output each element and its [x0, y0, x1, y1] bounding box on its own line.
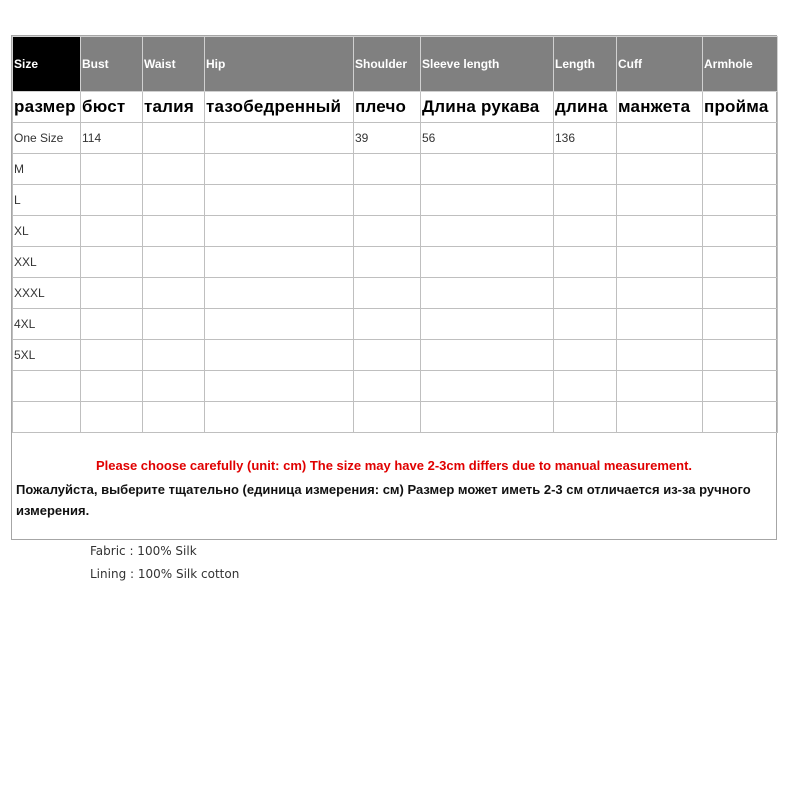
table-cell — [421, 340, 554, 371]
table-cell — [421, 154, 554, 185]
table-cell — [703, 216, 778, 247]
header-cell: Armhole — [703, 37, 778, 92]
header-ru-cell: тазобедренный — [205, 92, 354, 123]
table-cell — [617, 247, 703, 278]
header-ru-cell: манжета — [617, 92, 703, 123]
table-cell — [81, 402, 143, 433]
table-cell — [143, 247, 205, 278]
table-cell — [354, 371, 421, 402]
material-info — [90, 540, 239, 586]
table-cell — [554, 247, 617, 278]
header-cell: Cuff — [617, 37, 703, 92]
table-cell — [617, 402, 703, 433]
table-cell — [354, 340, 421, 371]
table-cell — [81, 371, 143, 402]
table-cell — [143, 371, 205, 402]
table-cell — [554, 340, 617, 371]
measurement-note — [12, 448, 776, 521]
table-cell — [703, 371, 778, 402]
table-cell — [617, 340, 703, 371]
table-cell — [554, 278, 617, 309]
table-cell — [205, 402, 354, 433]
table-cell — [554, 216, 617, 247]
table-cell — [703, 278, 778, 309]
note-ru: Пожалуйста, выберите тщательно (единица измерения: см) Размер может иметь 2-3 см отличается из-за ручного измерения. — [16, 482, 751, 518]
table-cell — [421, 216, 554, 247]
header-cell: Shoulder — [354, 37, 421, 92]
table-cell — [421, 278, 554, 309]
size-chart — [11, 35, 777, 540]
table-cell — [205, 154, 354, 185]
table-cell — [13, 371, 81, 402]
table-cell — [703, 402, 778, 433]
table-cell — [703, 309, 778, 340]
table-cell — [205, 278, 354, 309]
table-row — [13, 154, 778, 185]
table-cell — [703, 340, 778, 371]
table-cell — [143, 278, 205, 309]
table-cell — [81, 154, 143, 185]
table-cell: M — [13, 154, 81, 185]
table-cell: 56 — [421, 123, 554, 154]
fabric-text: Fabric : 100% Silk — [90, 544, 197, 558]
table-cell: 114 — [81, 123, 143, 154]
header-ru-cell: бюст — [81, 92, 143, 123]
header-cell: Sleeve length — [421, 37, 554, 92]
table-cell — [143, 185, 205, 216]
table-cell: XXXL — [13, 278, 81, 309]
table-cell — [81, 247, 143, 278]
table-cell — [703, 154, 778, 185]
table-cell — [205, 371, 354, 402]
table-cell — [617, 278, 703, 309]
table-cell — [354, 185, 421, 216]
table-cell — [354, 154, 421, 185]
table-cell — [421, 247, 554, 278]
header-ru-cell: длина — [554, 92, 617, 123]
table-row — [13, 402, 778, 433]
table-cell — [617, 309, 703, 340]
table-cell — [205, 216, 354, 247]
table-cell — [205, 309, 354, 340]
header-ru-cell: Длина рукава — [421, 92, 554, 123]
table-cell — [617, 371, 703, 402]
header-row-ru — [13, 92, 778, 123]
table-cell — [554, 371, 617, 402]
table-cell — [354, 278, 421, 309]
note-en: Please choose carefully (unit: cm) The size may have 2-3cm differs due to manual measurement. — [95, 458, 693, 473]
table-row — [13, 247, 778, 278]
table-cell — [421, 185, 554, 216]
table-row — [13, 123, 778, 154]
table-cell: One Size — [13, 123, 81, 154]
table-cell — [617, 123, 703, 154]
table-cell — [143, 309, 205, 340]
table-cell — [205, 340, 354, 371]
table-cell — [421, 309, 554, 340]
table-cell: 136 — [554, 123, 617, 154]
table-cell — [143, 402, 205, 433]
table-cell — [554, 154, 617, 185]
header-ru-cell: талия — [143, 92, 205, 123]
table-row — [13, 185, 778, 216]
header-cell: Bust — [81, 37, 143, 92]
table-cell — [554, 185, 617, 216]
table-row — [13, 371, 778, 402]
table-cell — [205, 185, 354, 216]
table-cell — [205, 123, 354, 154]
table-cell — [703, 123, 778, 154]
table-row — [13, 278, 778, 309]
table-cell — [205, 247, 354, 278]
table-cell — [143, 123, 205, 154]
table-cell — [617, 154, 703, 185]
table-cell — [354, 216, 421, 247]
table-cell — [421, 371, 554, 402]
header-ru-cell: пройма — [703, 92, 778, 123]
table-cell — [703, 247, 778, 278]
header-row-en — [13, 37, 778, 92]
table-cell — [421, 402, 554, 433]
table-cell — [143, 340, 205, 371]
table-cell — [354, 309, 421, 340]
table-cell — [143, 154, 205, 185]
table-row — [13, 340, 778, 371]
lining-text: Lining : 100% Silk cotton — [90, 567, 240, 581]
header-ru-cell: размер — [13, 92, 81, 123]
header-cell: Length — [554, 37, 617, 92]
table-cell — [81, 278, 143, 309]
table-cell: 39 — [354, 123, 421, 154]
table-cell: 5XL — [13, 340, 81, 371]
table-cell — [617, 185, 703, 216]
table-cell — [81, 185, 143, 216]
table-cell — [81, 309, 143, 340]
table-cell: XL — [13, 216, 81, 247]
table-cell — [554, 309, 617, 340]
table-cell — [143, 216, 205, 247]
table-cell — [13, 402, 81, 433]
table-cell — [703, 185, 778, 216]
header-ru-cell: плечо — [354, 92, 421, 123]
table-cell — [554, 402, 617, 433]
header-cell: Waist — [143, 37, 205, 92]
table-row — [13, 216, 778, 247]
header-cell: Size — [13, 37, 81, 92]
table-row — [13, 309, 778, 340]
table-cell — [354, 402, 421, 433]
table-cell — [81, 216, 143, 247]
size-table — [12, 36, 778, 433]
table-cell — [354, 247, 421, 278]
table-cell: XXL — [13, 247, 81, 278]
table-cell — [81, 340, 143, 371]
table-cell: 4XL — [13, 309, 81, 340]
table-cell — [617, 216, 703, 247]
header-cell: Hip — [205, 37, 354, 92]
table-cell: L — [13, 185, 81, 216]
